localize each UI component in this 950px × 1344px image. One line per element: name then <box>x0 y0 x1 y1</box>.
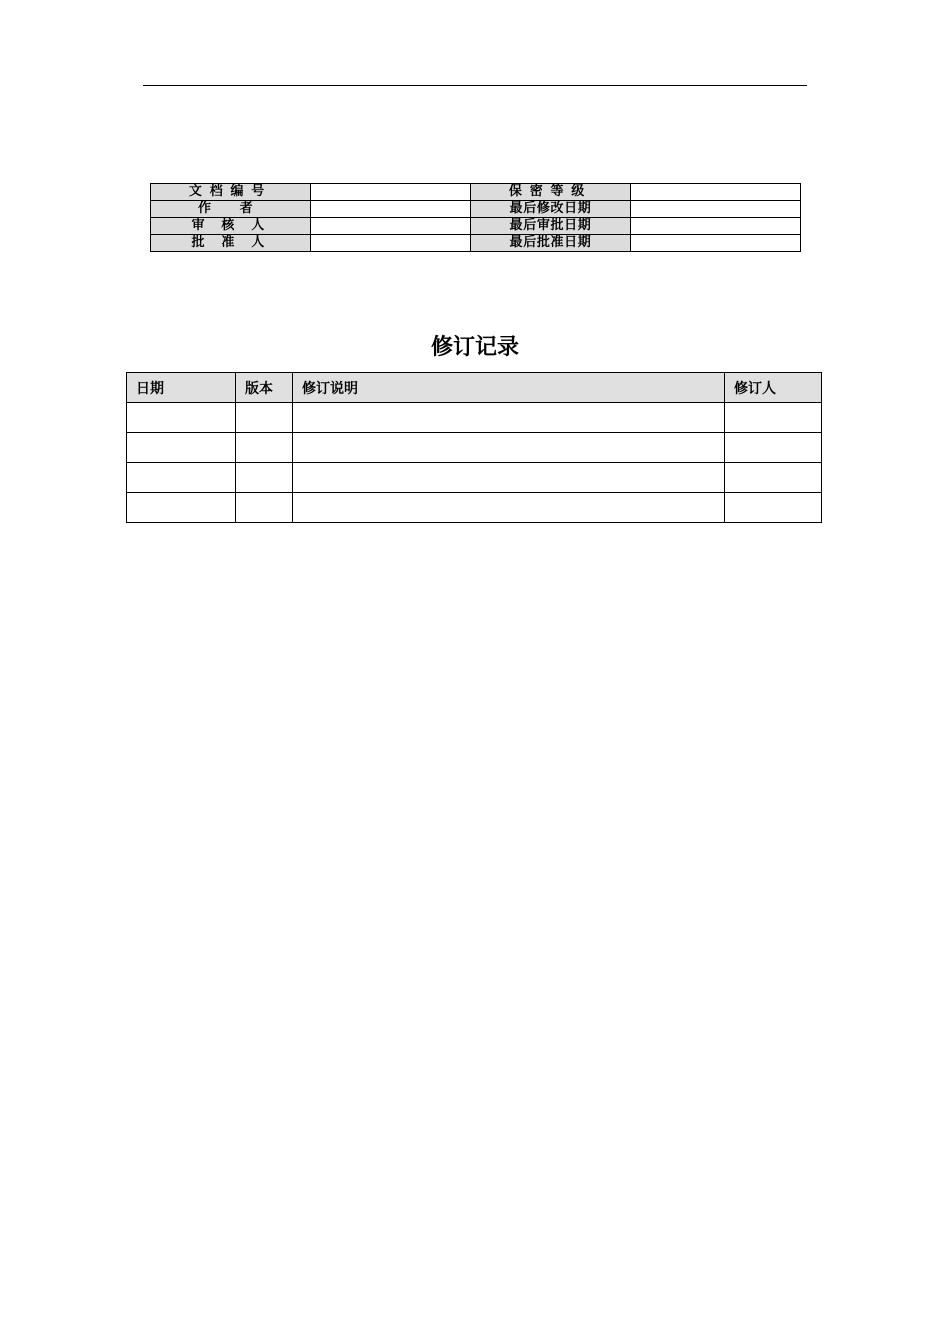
description-cell[interactable] <box>293 463 725 493</box>
document-info-table <box>150 183 801 252</box>
doc-number-label: 文档编号 <box>151 184 311 201</box>
last-review-date-label: 最后审批日期 <box>471 218 631 235</box>
date-cell[interactable] <box>127 493 236 523</box>
revision-record-table <box>126 372 822 523</box>
reviewer-value[interactable] <box>311 218 471 235</box>
approver-value[interactable] <box>311 235 471 252</box>
author-label: 作者 <box>151 201 311 218</box>
description-cell[interactable] <box>293 493 725 523</box>
version-cell[interactable] <box>236 463 293 493</box>
description-cell[interactable] <box>293 403 725 433</box>
table-row <box>127 403 822 433</box>
info-row-approver <box>151 235 801 252</box>
doc-number-value[interactable] <box>311 184 471 201</box>
reviser-cell[interactable] <box>725 493 822 523</box>
date-cell[interactable] <box>127 463 236 493</box>
info-row-reviewer <box>151 218 801 235</box>
version-cell[interactable] <box>236 403 293 433</box>
table-row <box>127 493 822 523</box>
approver-label: 批准人 <box>151 235 311 252</box>
description-cell[interactable] <box>293 433 725 463</box>
security-level-label: 保密等级 <box>471 184 631 201</box>
last-approval-date-value[interactable] <box>631 235 801 252</box>
last-approval-date-label: 最后批准日期 <box>471 235 631 252</box>
revision-record-title: 修订记录 <box>430 335 519 360</box>
last-review-date-value[interactable] <box>631 218 801 235</box>
table-row <box>127 463 822 493</box>
version-column-header: 版本 <box>236 373 293 403</box>
description-column-header: 修订说明 <box>293 373 725 403</box>
info-row-doc-number <box>151 184 801 201</box>
reviser-cell[interactable] <box>725 463 822 493</box>
revision-header-row <box>127 373 822 403</box>
last-modified-date-value[interactable] <box>631 201 801 218</box>
last-modified-date-label: 最后修改日期 <box>471 201 631 218</box>
version-cell[interactable] <box>236 493 293 523</box>
date-column-header: 日期 <box>127 373 236 403</box>
date-cell[interactable] <box>127 433 236 463</box>
info-row-author <box>151 201 801 218</box>
date-cell[interactable] <box>127 403 236 433</box>
author-value[interactable] <box>311 201 471 218</box>
version-cell[interactable] <box>236 433 293 463</box>
reviewer-label: 审核人 <box>151 218 311 235</box>
reviser-cell[interactable] <box>725 403 822 433</box>
header-rule <box>143 85 807 86</box>
security-level-value[interactable] <box>631 184 801 201</box>
table-row <box>127 433 822 463</box>
reviser-column-header: 修订人 <box>725 373 822 403</box>
reviser-cell[interactable] <box>725 433 822 463</box>
